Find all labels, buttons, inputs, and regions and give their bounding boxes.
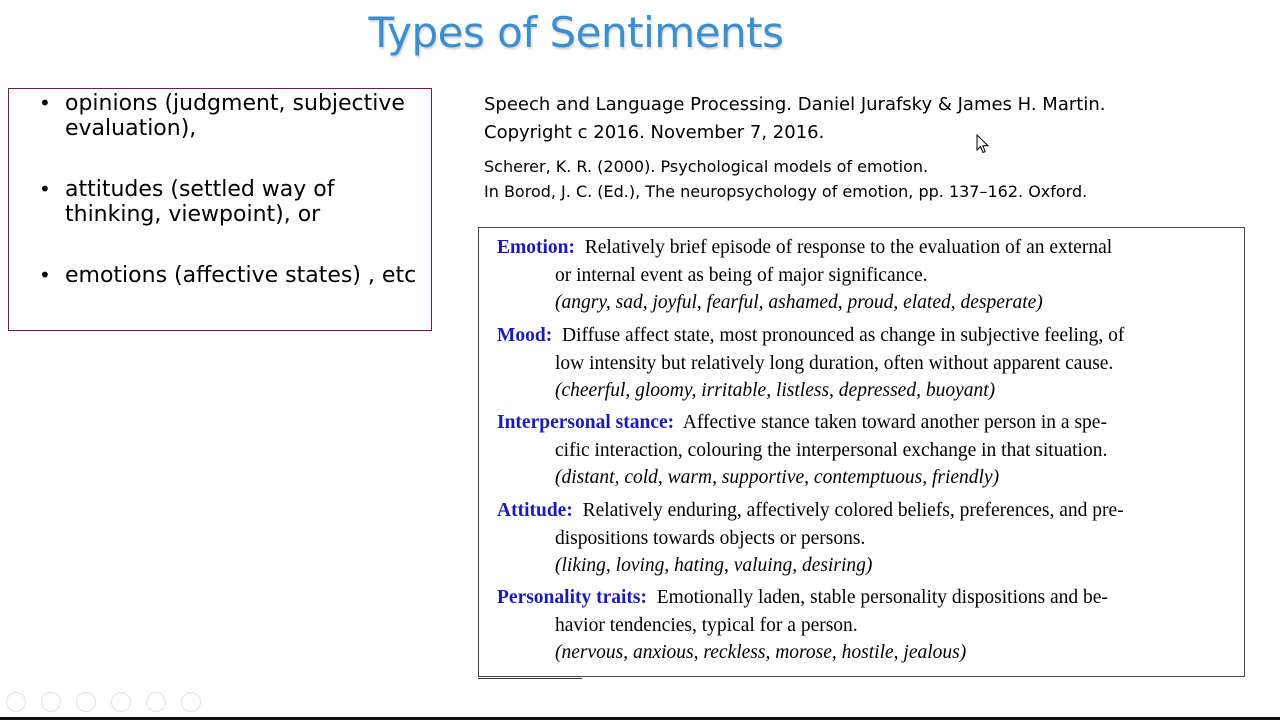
definitions-box — [478, 227, 1245, 677]
definition-text-cont: dispositions towards objects or persons. — [555, 527, 866, 549]
next-slide-icon[interactable] — [41, 692, 61, 712]
definition-term: Attitude: — [497, 500, 573, 521]
definition-term: Interpersonal stance: — [497, 412, 675, 433]
bullet-emotions: • emotions (affective states) , etc — [65, 263, 425, 288]
mouse-cursor-icon — [976, 134, 990, 158]
definition-personality-traits — [497, 584, 1232, 667]
reference-jurafsky — [484, 91, 1264, 147]
definition-text: Relatively enduring, affectively colored beliefs, preferences, and pre- — [582, 500, 1124, 521]
definition-examples: (liking, loving, hating, valuing, desiring) — [555, 555, 873, 576]
definition-examples: (cheerful, gloomy, irritable, listless, depressed, buoyant) — [555, 380, 996, 401]
slide-title: Types of Sentiments — [368, 8, 784, 57]
definition-attitude — [497, 497, 1232, 580]
bullet-list — [65, 91, 425, 324]
bullet-opinions: • opinions (judgment, subjective evaluation), — [65, 91, 425, 141]
more-options-icon[interactable] — [181, 692, 201, 712]
definition-text: Emotionally laden, stable personality dispositions and be- — [656, 587, 1108, 608]
definition-mood — [497, 322, 1232, 405]
slides-grid-icon[interactable] — [111, 692, 131, 712]
zoom-icon[interactable] — [146, 692, 166, 712]
slideshow-toolbar — [6, 692, 201, 712]
reference-jurafsky-line2: Copyright c 2016. November 7, 2016. — [484, 122, 825, 143]
definition-term: Mood: — [497, 325, 553, 346]
references — [484, 91, 1264, 204]
reference-scherer-line2: In Borod, J. C. (Ed.), The neuropsychology of emotion, pp. 137–162. Oxford. — [484, 182, 1088, 201]
definition-text: Relatively brief episode of response to the evaluation of an external — [584, 237, 1113, 258]
bullet-box — [8, 88, 432, 331]
definition-text-cont: cific interaction, colouring the interpersonal exchange in that situation. — [555, 439, 1108, 461]
definition-examples: (nervous, anxious, reckless, morose, hostile, jealous) — [555, 642, 967, 663]
definition-text: Diffuse affect state, most pronounced as change in subjective feeling, of — [562, 325, 1125, 346]
reference-scherer-line1: Scherer, K. R. (2000). Psychological models of emotion. — [484, 157, 929, 176]
pen-icon[interactable] — [76, 692, 96, 712]
definition-text-cont: low intensity but relatively long duration, often without apparent cause. — [555, 352, 1114, 374]
previous-slide-icon[interactable] — [6, 692, 26, 712]
definition-text: Affective stance taken toward another person in a spe- — [682, 412, 1107, 433]
definition-text-cont: or internal event as being of major significance. — [555, 264, 928, 286]
underline-divider — [478, 678, 582, 679]
definition-term: Emotion: — [497, 237, 575, 258]
bullet-attitudes: • attitudes (settled way of thinking, viewpoint), or — [65, 177, 425, 227]
definition-emotion — [497, 234, 1232, 317]
reference-scherer — [484, 154, 1264, 204]
definition-interpersonal-stance — [497, 409, 1232, 492]
definition-examples: (distant, cold, warm, supportive, contemptuous, friendly) — [555, 467, 1000, 488]
definition-text-cont: havior tendencies, typical for a person. — [555, 614, 858, 636]
definition-term: Personality traits: — [497, 587, 648, 608]
definition-examples: (angry, sad, joyful, fearful, ashamed, proud, elated, desperate) — [555, 292, 1043, 313]
reference-jurafsky-line1: Speech and Language Processing. Daniel Jurafsky & James H. Martin. — [484, 94, 1106, 115]
